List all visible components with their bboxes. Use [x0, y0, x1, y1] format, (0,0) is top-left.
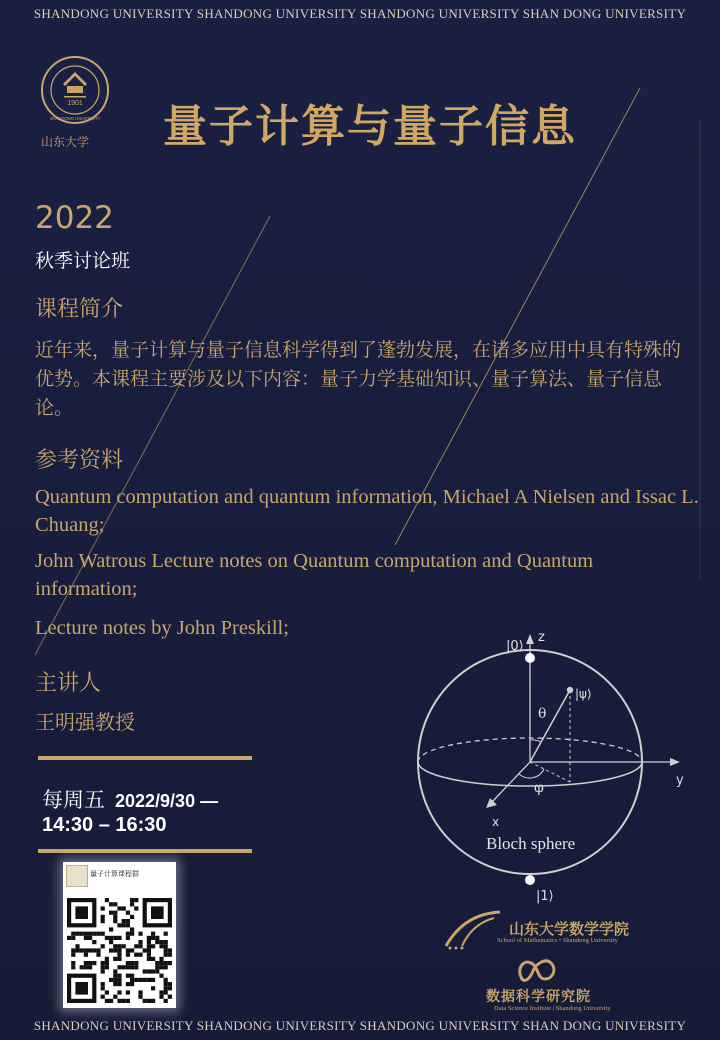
bloch-sphere-diagram — [410, 622, 700, 912]
math-school-name-en: School of Mathematics • Shandong University — [497, 937, 618, 944]
divider — [38, 756, 252, 760]
qr-caption: 量子计算课程群 — [90, 870, 139, 878]
z-axis-label: z — [538, 630, 545, 645]
bottom-banner: SHANDONG UNIVERSITY SHANDONG UNIVERSITY SHANDONG UNIVERSITY SHAN DONG UNIVERSITY — [33, 1018, 687, 1033]
x-axis-label: x — [492, 815, 500, 829]
subtitle: 秋季讨论班 — [35, 250, 131, 272]
ket1-label: |1⟩ — [536, 889, 554, 904]
university-name: 山东大学 — [41, 135, 90, 149]
divider — [38, 849, 252, 853]
reference-item: Lecture notes by John Preskill; — [35, 617, 289, 639]
theta-label: θ — [538, 706, 547, 722]
ket0-label: |0⟩ — [506, 639, 524, 654]
schedule-date: 2022/9/30 — — [115, 791, 219, 811]
math-school-name: 山东大学数学学院 — [509, 920, 630, 938]
data-science-logo-icon — [515, 955, 561, 985]
phi-label: φ — [534, 780, 544, 796]
main-title: 量子计算与量子信息 — [163, 101, 577, 152]
schedule-day — [42, 784, 218, 814]
group-avatar — [66, 865, 88, 887]
university-emblem-icon — [40, 52, 110, 128]
year: 2022 — [35, 200, 114, 236]
bloch-sphere-label: Bloch sphere — [486, 834, 576, 853]
data-institute-name: 数据科学研究院 — [486, 989, 591, 1005]
lecturer-name: 王明强教授 — [35, 710, 135, 734]
schedule-time: 14:30 – 16:30 — [42, 814, 167, 836]
emblem-year: 1901 — [67, 100, 83, 107]
lecturer-heading: 主讲人 — [35, 671, 102, 696]
intro-body: 近年来，量子计算与量子信息科学得到了蓬勃发展，在诸多应用中具有特殊的优势。本课程主要涉及以下内容：量子力学基础知识、量子算法、量子信息论。 — [35, 339, 682, 419]
schedule-weekday: 每周五 — [42, 788, 105, 812]
references-heading: 参考资料 — [35, 448, 124, 473]
intro-heading: 课程简介 — [35, 297, 124, 322]
math-school-logo-icon — [442, 906, 508, 952]
y-axis-label: y — [676, 773, 684, 788]
emblem-ring-text: SHANDONG UNIVERSITY — [49, 116, 101, 121]
qr-card[interactable] — [63, 862, 176, 1008]
psi-label: |ψ⟩ — [575, 687, 592, 701]
data-institute-name-en: Data Science Institute | Shandong University — [494, 1005, 611, 1012]
reference-item: Quantum computation and quantum information, Michael A Nielsen and Issac L. Chuang; — [35, 486, 699, 536]
qr-code-icon[interactable] — [67, 898, 172, 1003]
top-banner: SHANDONG UNIVERSITY SHANDONG UNIVERSITY SHANDONG UNIVERSITY SHAN DONG UNIVERSITY — [33, 6, 687, 21]
reference-item: John Watrous Lecture notes on Quantum computation and Quantum information; — [35, 550, 594, 600]
